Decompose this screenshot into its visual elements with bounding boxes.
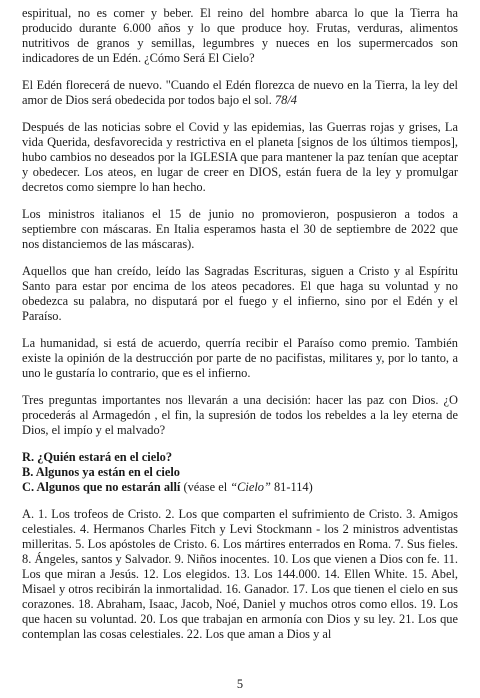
reference-78-4: 78/4 [274, 93, 297, 107]
paragraph-italian-ministers: Los ministros italianos el 15 de junio no promovieron, pospusieron a todos a septiembre con máscaras. En Italia esperamos hasta el 30 de septiembre de 2022 que nos distanciemos de las máscaras). [22, 207, 458, 251]
question-c-ref-post: 81-114) [270, 480, 313, 494]
heaven-list-paragraph [22, 507, 458, 642]
paragraph-humanity-paradise: La humanidad, si está de acuerdo, querría recibir el Paraíso como premio. También existe la opinión de la destrucción por parte de no pacifistas, militares y, por lo tanto, a uno le gustaría lo contrario, que es el infierno. [22, 336, 458, 380]
question-c [22, 480, 458, 495]
question-c-ref-title: “Cielo” [230, 480, 271, 494]
question-c-ref-pre: (véase el [180, 480, 231, 494]
paragraph-eden-flourish [22, 78, 458, 108]
question-c-text: C. Algunos que no estarán allí [22, 480, 181, 494]
paragraph-believers: Aquellos que han creído, leído las Sagradas Escrituras, siguen a Cristo y al Espíritu Santo para estar por encima de los ateos pecadores. El que haga su voluntad y no obedezca su palabra, no disputará por el fuego y el infierno, sino por el Edén y el Paraíso. [22, 264, 458, 323]
paragraph-three-questions: Tres preguntas importantes nos llevarán a una decisión: hacer las paz con Dios. ¿O procederás al Armagedón , el fin, la supresión de todos los rebeldes a la ley eterna de Dios, el impío y el malvado? [22, 393, 458, 437]
question-b: B. Algunos ya están en el cielo [22, 465, 180, 479]
page-number: 5 [236, 677, 244, 691]
question-r: R. ¿Quién estará en el cielo? [22, 450, 173, 464]
paragraph-eden-indicators: espiritual, no es comer y beber. El reino del hombre abarca lo que la Tierra ha producido durante 6.000 años y lo que produce hoy. Frutas, verduras, alimentos nutritivos de granos y semillas, legumbres y nueces en los supermercados son indicadores de un Edén. ¿Cómo Será El Cielo? [22, 6, 458, 65]
heaven-list-text: 1. Los trofeos de Cristo. 2. Los que comparten el sufrimiento de Cristo. 3. Amigos celestiales. 4. Hermanos Charles Fitch y Levi Stockmann - los 2 ministros adventistas milleritas. 5. Los apóstoles de Cristo. 6. Los mártires enterrados en Roma. 7. Sus fieles. 8. Ángeles, santos y Salvador. 9. Niños inocentes. 10. Los que vienen a Dios con fe. 11. Los que miran a Jesús. 12. Los elegidos. 13. Los 144.000. 14. Ellen White. 15. Abel, Misael y otros recibirán la inmortalidad. 16. Ganador. 17. Los que tienen el cielo en sus corazones. 18. Abraham, Isaac, Jacob, Noé, Daniel y muchos otros como ellos. 19. Los que hacen su voluntad. 20. Los que trabajan en armonía con Dios y su ley. 21. Los que contemplan las cosas celestiales. 22. Los que aman a Dios y al [22, 507, 458, 641]
question-list [22, 450, 458, 495]
paragraph-eden-flourish-text: El Edén florecerá de nuevo. "Cuando el Edén florezca de nuevo en la Tierra, la ley del amor de Dios será obedecida por todos bajo el sol. [22, 78, 458, 107]
paragraph-covid-news: Después de las noticias sobre el Covid y las epidemias, las Guerras rojas y grises, La vida Querida, desfavorecida y restrictiva en el planeta [signos de los últimos tiempos], hubo cambios no deseados por la IGLESIA que para mantener la paz tenían que aceptar y obedecer. Los ateos, en lugar de creer en DIOS, están fuera de la ley y promulgar decretos como siempre lo han hecho. [22, 120, 458, 194]
heaven-list-label: A. [22, 507, 35, 521]
